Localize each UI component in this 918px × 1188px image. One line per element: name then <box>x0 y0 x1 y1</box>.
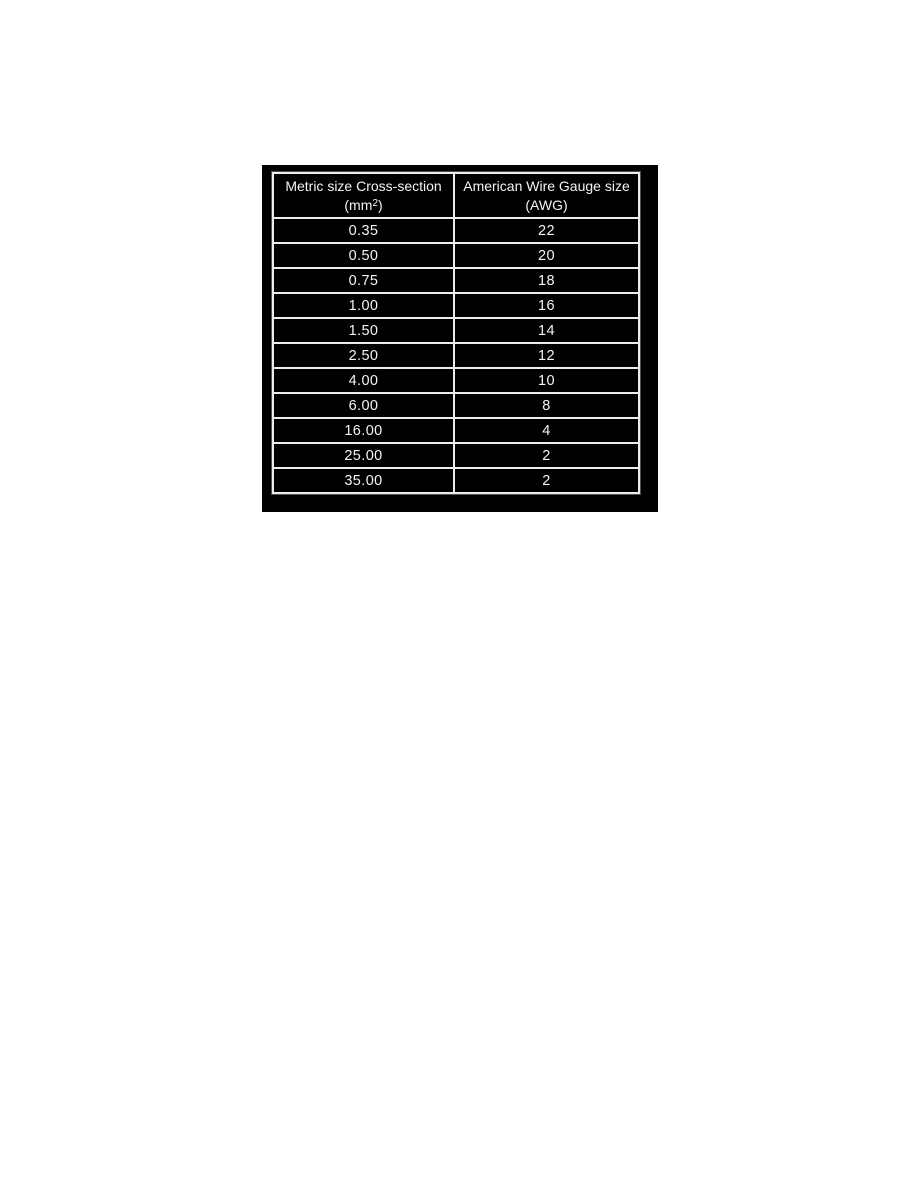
metric-size-cell: 25.00 <box>273 443 454 468</box>
metric-size-cell: 0.75 <box>273 268 454 293</box>
awg-size-cell: 12 <box>454 343 639 368</box>
table-header-row <box>273 173 639 218</box>
metric-header-unit-open: (mm <box>344 196 373 213</box>
metric-size-cell: 2.50 <box>273 343 454 368</box>
metric-size-cell: 1.00 <box>273 293 454 318</box>
metric-size-cell: 0.50 <box>273 243 454 268</box>
table-row <box>273 318 639 343</box>
metric-size-cell: 16.00 <box>273 418 454 443</box>
table-row <box>273 218 639 243</box>
awg-header-line1: American Wire Gauge size <box>463 178 630 195</box>
table-row <box>273 243 639 268</box>
awg-size-cell: 22 <box>454 218 639 243</box>
awg-size-cell: 16 <box>454 293 639 318</box>
awg-size-cell: 2 <box>454 468 639 493</box>
awg-size-cell: 14 <box>454 318 639 343</box>
awg-size-cell: 2 <box>454 443 639 468</box>
table-row <box>273 393 639 418</box>
scanned-figure-background <box>262 165 658 512</box>
awg-size-cell: 4 <box>454 418 639 443</box>
wire-gauge-conversion-table <box>272 172 640 494</box>
table-row <box>273 468 639 493</box>
table-row <box>273 268 639 293</box>
table-row <box>273 418 639 443</box>
metric-header-line1: Metric size Cross-section <box>285 178 442 195</box>
metric-size-cell: 6.00 <box>273 393 454 418</box>
metric-size-cell: 0.35 <box>273 218 454 243</box>
metric-size-cell: 4.00 <box>273 368 454 393</box>
awg-size-cell: 20 <box>454 243 639 268</box>
awg-size-cell: 8 <box>454 393 639 418</box>
table-row <box>273 368 639 393</box>
awg-size-cell: 18 <box>454 268 639 293</box>
table-row <box>273 343 639 368</box>
metric-size-cell: 35.00 <box>273 468 454 493</box>
metric-size-cell: 1.50 <box>273 318 454 343</box>
awg-size-cell: 10 <box>454 368 639 393</box>
table-row <box>273 293 639 318</box>
table-row <box>273 443 639 468</box>
awg-header-line2: (AWG) <box>525 196 568 213</box>
metric-size-header <box>273 173 454 218</box>
awg-size-header <box>454 173 639 218</box>
metric-header-unit-superscript: 2 <box>372 197 378 209</box>
metric-header-unit-close: ) <box>377 196 383 213</box>
